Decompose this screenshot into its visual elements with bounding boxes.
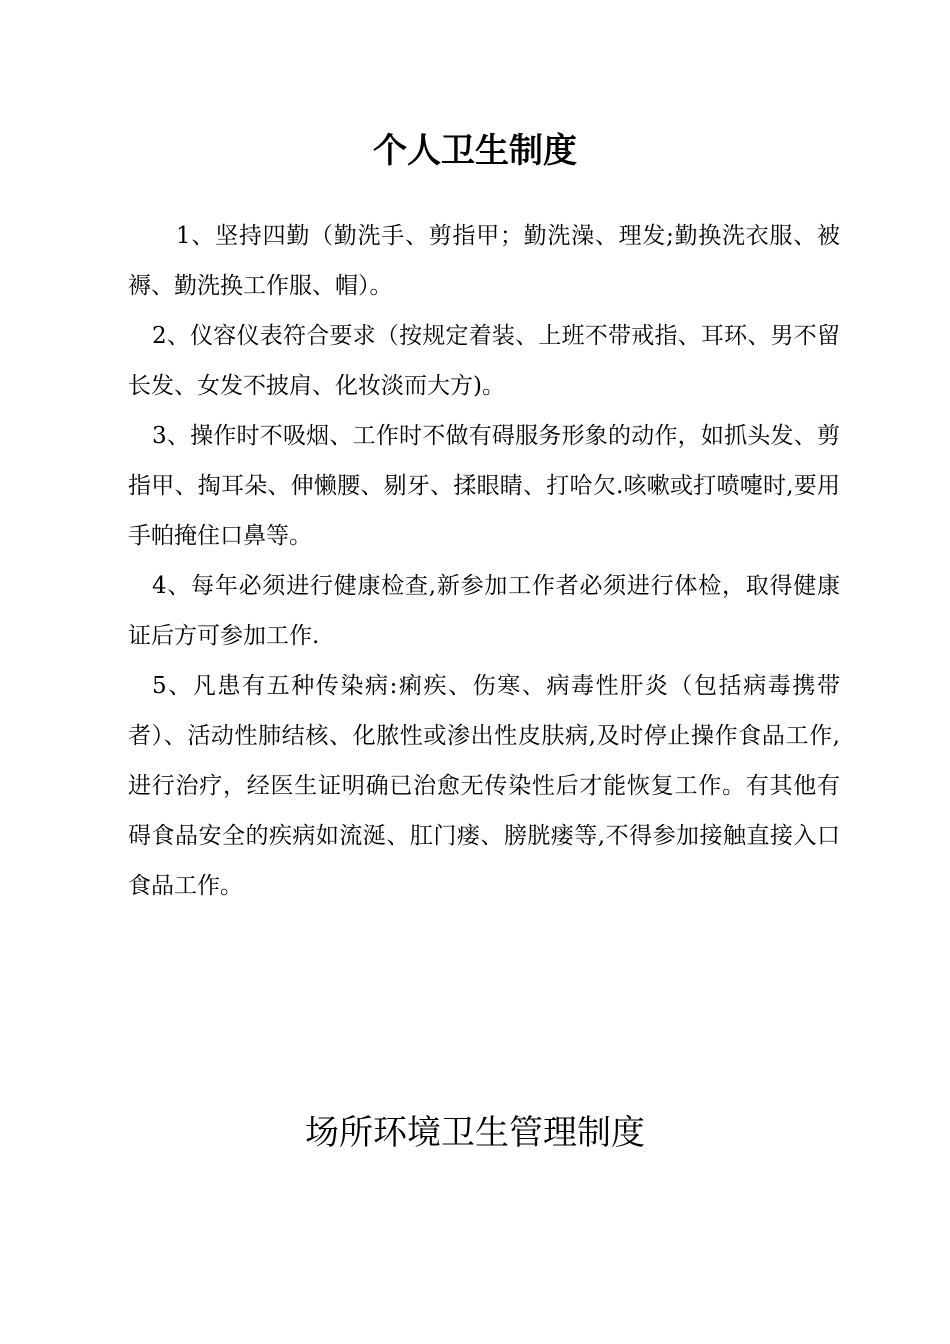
paragraph-2: 2、仪容仪表符合要求（按规定着装、上班不带戒指、耳环、男不留长发、女发不披肩、化妆淡而大方)。 (128, 323, 840, 399)
section-title: 场所环境卫生管理制度 (305, 1113, 645, 1153)
paragraph-4: 4、每年必须进行健康检查,新参加工作者必须进行体检，取得健康证后方可参加工作. (128, 573, 840, 649)
paragraph-3: 3、操作时不吸烟、工作时不做有碍服务形象的动作，如抓头发、剪指甲、掏耳朵、伸懒腰、剔牙、揉眼睛、打哈欠.咳嗽或打喷嚏时,要用手帕掩住口鼻等。 (128, 423, 840, 549)
paragraph-1: 1、坚持四勤（勤洗手、剪指甲；勤洗澡、理发;勤换洗衣服、被褥、勤洗换工作服、帽）。 (128, 223, 840, 299)
document-title: 个人卫生制度 (373, 131, 577, 171)
paragraph-5: 5、凡患有五种传染病:痢疾、伤寒、病毒性肝炎（包括病毒携带者）、活动性肺结核、化脓性或渗出性皮肤病,及时停止操作食品工作,进行治疗，经医生证明确已治愈无传染性后才能恢复工作。有其他有碍食品安全的疾病如流涎、肛门瘘、膀胱瘘等,不得参加接触直接入口食品工作。 (128, 673, 840, 899)
document-body (128, 211, 840, 911)
